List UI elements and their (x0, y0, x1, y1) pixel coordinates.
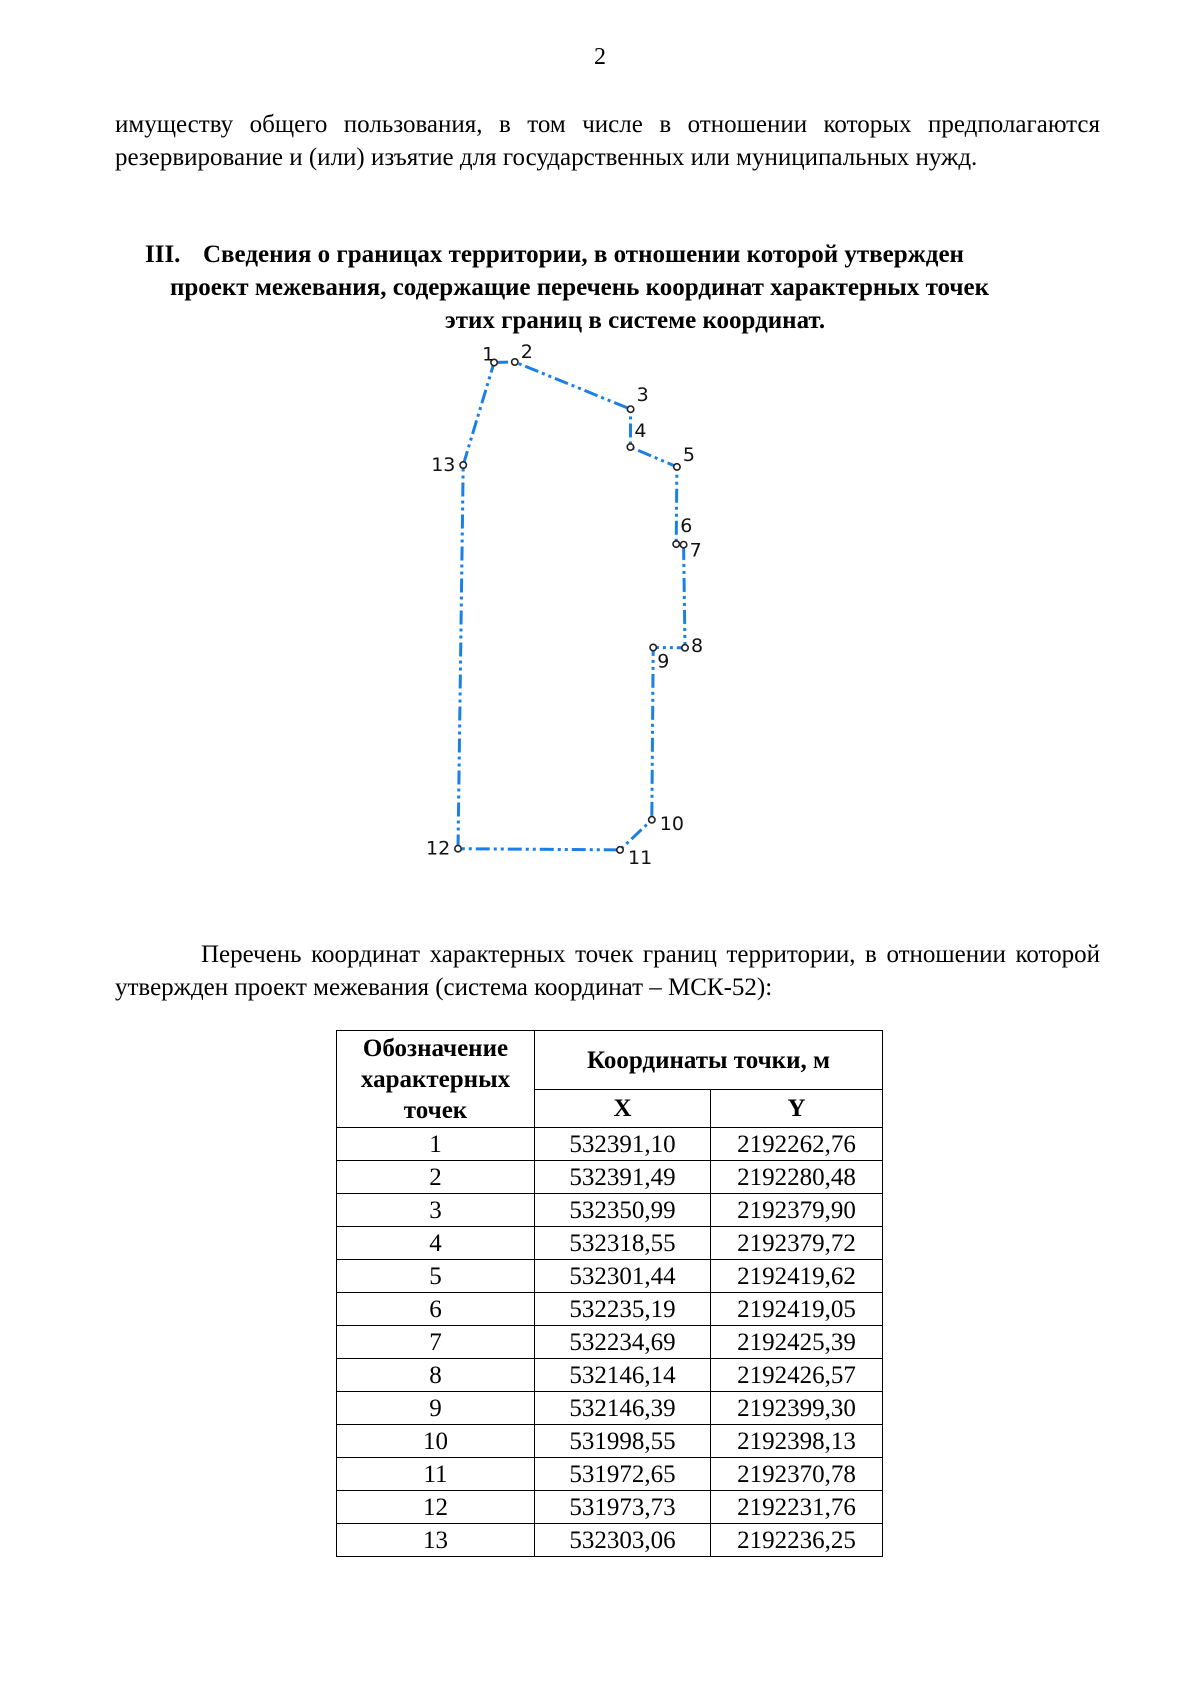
cell-x: 532391,10 (535, 1128, 711, 1161)
table-row (337, 1293, 883, 1326)
point-label: 3 (636, 384, 649, 407)
point-label: 11 (628, 846, 653, 869)
point-label: 13 (431, 454, 456, 476)
cell-y: 2192419,62 (711, 1260, 883, 1293)
section-number: III. (145, 241, 181, 268)
table-row (337, 1524, 883, 1557)
point-label: 8 (691, 634, 704, 657)
cell-x: 532234,69 (535, 1326, 711, 1359)
cell-y: 2192280,48 (711, 1161, 883, 1194)
section-heading (115, 238, 1100, 337)
cell-point: 12 (337, 1491, 535, 1524)
boundary-point (680, 542, 686, 548)
boundary-point (649, 817, 655, 823)
cell-x: 532303,06 (535, 1524, 711, 1557)
point-label: 1 (482, 343, 495, 366)
cell-point: 3 (337, 1194, 535, 1227)
cell-y: 2192379,90 (711, 1194, 883, 1227)
cell-y: 2192236,25 (711, 1524, 883, 1557)
cell-point: 5 (337, 1260, 535, 1293)
section-heading-line-2: проект межевания, содержащие перечень координат характерных точек (170, 274, 989, 301)
cell-x: 531998,55 (535, 1425, 711, 1458)
page-number: 2 (594, 44, 606, 70)
header-y: Y (711, 1090, 883, 1128)
table-row (337, 1227, 883, 1260)
cell-point: 8 (337, 1359, 535, 1392)
cell-x: 532146,14 (535, 1359, 711, 1392)
cell-point: 7 (337, 1326, 535, 1359)
coordinates-list-intro: Перечень координат характерных точек границ территории, в отношении которой утвержден проект межевания (система координат – МСК-52): (115, 941, 1100, 1001)
boundary-point (682, 645, 688, 651)
cell-x: 532235,19 (535, 1293, 711, 1326)
cell-y: 2192399,30 (711, 1392, 883, 1425)
point-label: 6 (680, 515, 693, 538)
table-row (337, 1260, 883, 1293)
cell-x: 532391,49 (535, 1161, 711, 1194)
coordinates-table-body (337, 1128, 883, 1557)
point-label: 12 (426, 837, 451, 860)
table-row (337, 1359, 883, 1392)
section-heading-line-1 (115, 238, 1100, 271)
point-label: 10 (659, 812, 684, 835)
point-label: 9 (657, 650, 670, 673)
cell-y: 2192398,13 (711, 1425, 883, 1458)
table-row (337, 1458, 883, 1491)
header-point-label: Обозначение характерных точек (337, 1031, 535, 1128)
boundary-point (617, 847, 623, 853)
cell-point: 13 (337, 1524, 535, 1557)
cell-x: 532318,55 (535, 1227, 711, 1260)
table-row (337, 1128, 883, 1161)
point-label: 4 (634, 420, 647, 442)
cell-point: 11 (337, 1458, 535, 1491)
point-label: 7 (689, 539, 702, 562)
cell-point: 1 (337, 1128, 535, 1161)
cell-y: 2192262,76 (711, 1128, 883, 1161)
point-label: 2 (520, 341, 533, 363)
boundary-point (455, 846, 461, 852)
point-label: 5 (682, 443, 695, 466)
cell-y: 2192419,05 (711, 1293, 883, 1326)
header-x: X (535, 1090, 711, 1128)
boundary-scheme (426, 341, 770, 935)
cell-x: 532301,44 (535, 1260, 711, 1293)
cell-x: 532146,39 (535, 1392, 711, 1425)
section-heading-text-1: Сведения о границах территории, в отношении которой утвержден (203, 241, 964, 268)
boundary-line (458, 362, 685, 850)
table-row (337, 1425, 883, 1458)
cell-point: 4 (337, 1227, 535, 1260)
cell-x: 532350,99 (535, 1194, 711, 1227)
cell-y: 2192370,78 (711, 1458, 883, 1491)
cell-x: 531973,73 (535, 1491, 711, 1524)
section-heading-line-3: этих границ в системе координат. (444, 307, 826, 334)
boundary-point (460, 462, 466, 468)
boundary-point (512, 359, 518, 365)
boundary-point (674, 464, 680, 470)
intro-paragraph: имуществу общего пользования, в том числе в отношении которых предполагаются резервирование и (или) изъятие для государственных или муниципальных нужд. (115, 111, 1100, 171)
cell-y: 2192425,39 (711, 1326, 883, 1359)
table-row (337, 1161, 883, 1194)
boundary-point (627, 444, 633, 450)
cell-y: 2192426,57 (711, 1359, 883, 1392)
table-row (337, 1491, 883, 1524)
cell-point: 6 (337, 1293, 535, 1326)
cell-y: 2192379,72 (711, 1227, 883, 1260)
cell-y: 2192231,76 (711, 1491, 883, 1524)
header-coordinates: Координаты точки, м (535, 1031, 883, 1090)
table-row (337, 1194, 883, 1227)
coordinates-table (336, 1030, 883, 1557)
boundary-point (650, 644, 656, 650)
boundary-point (673, 541, 679, 547)
cell-point: 9 (337, 1392, 535, 1425)
table-row (337, 1326, 883, 1359)
boundary-labels (426, 341, 703, 869)
cell-point: 2 (337, 1161, 535, 1194)
table-row (337, 1392, 883, 1425)
cell-x: 531972,65 (535, 1458, 711, 1491)
cell-point: 10 (337, 1425, 535, 1458)
boundary-point (627, 406, 633, 412)
